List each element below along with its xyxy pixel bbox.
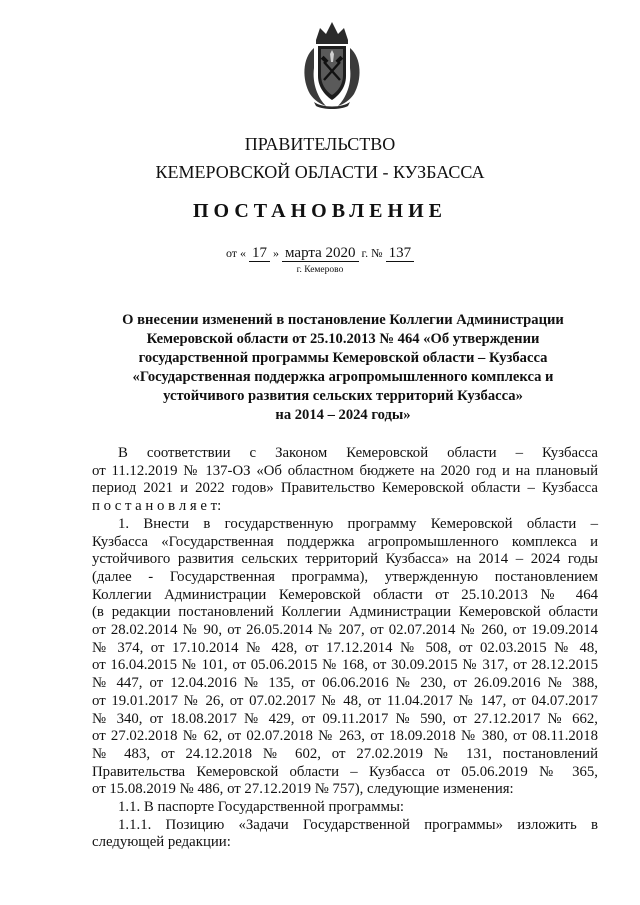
body-line: Правительства Кемеровской области – Кузбасса от 05.06.2019 № 365,: [92, 763, 598, 780]
body-line: В соответствии с Законом Кемеровской области – Кузбасса: [118, 445, 598, 461]
body-line: от 16.04.2015 № 101, от 05.06.2015 № 168, от 30.09.2015 № 317, от 28.12.2015: [92, 657, 598, 674]
document-type-title: ПОСТАНОВЛЕНИЕ: [193, 200, 447, 222]
date-day: 17: [249, 245, 270, 262]
government-name-line2: КЕМЕРОВСКОЙ ОБЛАСТИ - КУЗБАССА: [155, 162, 485, 182]
body-line: Коллегии Администрации Кемеровской области от 25.10.2013 № 464: [92, 586, 598, 603]
body-line: от 27.02.2018 № 62, от 02.07.2018 № 263, от 18.09.2018 № 380, от 08.11.2018: [92, 728, 598, 745]
body-line: (в редакции постановлений Коллегии Администрации Кемеровской области: [92, 604, 598, 621]
body-line: № 340, от 18.08.2017 № 429, от 09.11.2017 № 590, от 27.12.2017 № 662,: [92, 710, 598, 727]
body-line: № 447, от 12.04.2016 № 135, от 06.06.2016 № 230, от 26.09.2016 № 388,: [92, 675, 598, 692]
date-prefix: от «: [225, 246, 247, 260]
subject-line: «Государственная поддержка агропромышленного комплекса и: [132, 369, 554, 385]
body-line: Кузбасса «Государственная поддержка агропромышленного комплекса и: [92, 533, 598, 550]
body-line: от 11.12.2019 № 137-ОЗ «Об областном бюджете на 2020 год и на плановый: [92, 462, 598, 479]
kuzbass-coat-of-arms-icon: [300, 18, 364, 110]
document-city: г. Кемерово: [296, 265, 344, 275]
document-date-line: [0, 245, 640, 262]
body-line: 1. Внести в государственную программу Кемеровской области –: [118, 515, 598, 532]
body-line: от 19.01.2017 № 26, от 07.02.2017 № 48, от 11.04.2017 № 147, от 04.07.2017: [92, 692, 598, 709]
subject-line: государственной программы Кемеровской области – Кузбасса: [138, 350, 548, 366]
body-line: от 15.08.2019 № 486, от 27.12.2019 № 757), следующие изменения:: [92, 781, 514, 798]
date-year-suffix: г.: [361, 246, 369, 260]
date-month-year: марта 2020: [282, 245, 359, 262]
body-line: 1.1.1. Позицию «Задачи Государственной программы» изложить в: [118, 816, 598, 833]
number-sign: №: [371, 246, 383, 260]
subject-line: О внесении изменений в постановление Коллегии Администрации: [122, 312, 564, 328]
document-subject: [108, 311, 578, 425]
document-number: 137: [386, 245, 415, 262]
document-body: [92, 445, 598, 852]
government-name-line1: ПРАВИТЕЛЬСТВО: [244, 134, 396, 154]
body-line: период 2021 и 2022 годов» Правительство Кемеровской области – Кузбасса: [92, 480, 598, 497]
body-line: (далее - Государственная программа), утвержденную постановлением: [92, 568, 598, 585]
body-line: п о с т а н о в л я е т:: [92, 498, 222, 515]
date-day-close: »: [273, 246, 280, 260]
body-line: 1.1. В паспорте Государственной программы:: [118, 799, 405, 816]
body-line: № 374, от 17.10.2014 № 428, от 17.12.2014 № 508, от 02.03.2015 № 48,: [92, 639, 598, 656]
body-line: следующей редакции:: [92, 834, 231, 851]
subject-line: Кемеровской области от 25.10.2013 № 464 «Об утверждении: [146, 331, 540, 347]
body-line: устойчивого развития сельских территорий Кузбасса» на 2014 – 2024 годы: [92, 551, 598, 568]
body-line: от 28.02.2014 № 90, от 26.05.2014 № 207, от 02.07.2014 № 260, от 19.09.2014: [92, 622, 598, 639]
subject-line: устойчивого развития сельских территорий Кузбасса»: [163, 388, 523, 404]
body-line: № 483, от 24.12.2018 № 602, от 27.02.2019 № 131, постановлений: [92, 745, 598, 762]
subject-line: на 2014 – 2024 годы»: [275, 407, 411, 423]
